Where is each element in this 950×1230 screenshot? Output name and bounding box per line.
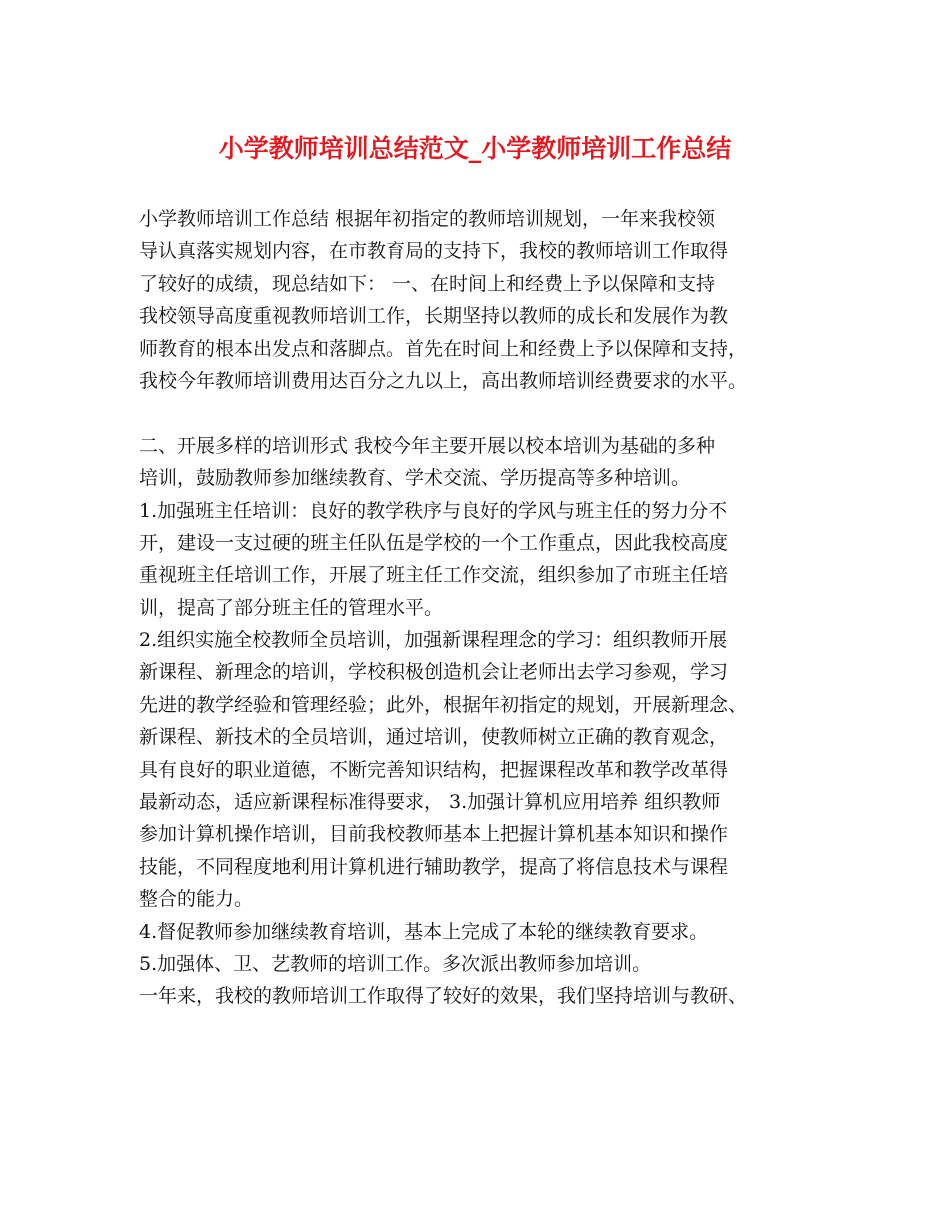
body-line: 新课程、新技术的全员培训，通过培训，使教师树立正确的教育观念， <box>139 726 729 749</box>
body-line: 重视班主任培训工作，开展了班主任工作交流，组织参加了市班主任培 <box>139 564 729 587</box>
body-line: 2.组织实施全校教师全员培训，加强新课程理念的学习：组织教师开展 <box>139 629 728 652</box>
body-line: 开，建设一支过硬的班主任队伍是学校的一个工作重点，因此我校高度 <box>139 531 729 554</box>
body-line: 训，提高了部分班主任的管理水平。 <box>139 596 444 619</box>
body-line: 最新动态，适应新课程标准得要求， 3.加强计算机应用培养 组织教师 <box>139 791 721 814</box>
body-line: 我校今年教师培训费用达百分之九以上，高出教师培训经费要求的水平。 <box>139 369 748 392</box>
body-line: 培训，鼓励教师参加继续教育、学术交流、学历提高等多种培训。 <box>139 467 691 490</box>
document-title: 小学教师培训总结范文_小学教师培训工作总结 <box>218 134 732 163</box>
body-line: 小学教师培训工作总结 根据年初指定的教师培训规划，一年来我校领 <box>139 208 716 230</box>
body-line: 师教育的根本出发点和落脚点。首先在时间上和经费上予以保障和支持， <box>139 337 748 360</box>
body-line: 先进的教学经验和管理经验；此外，根据年初指定的规划，开展新理念、 <box>139 693 748 716</box>
body-line: 二、开展多样的培训形式 我校今年主要开展以校本培训为基础的多种 <box>139 434 716 457</box>
body-line: 整合的能力。 <box>139 888 254 911</box>
document-body <box>139 203 839 1013</box>
body-line: 具有良好的职业道德，不断完善知识结构，把握课程改革和教学改革得 <box>139 758 729 781</box>
body-line: 了较好的成绩，现总结如下： 一、在时间上和经费上予以保障和支持 <box>139 272 716 295</box>
body-line: 新课程、新理念的培训，学校积极创造机会让老师出去学习参观，学习 <box>139 661 729 684</box>
body-line: 参加计算机操作培训，目前我校教师基本上把握计算机基本知识和操作 <box>139 823 729 846</box>
body-line: 1.加强班主任培训：良好的教学秩序与良好的学风与班主任的努力分不 <box>139 499 728 522</box>
body-line: 我校领导高度重视教师培训工作，长期坚持以教师的成长和发展作为教 <box>139 305 729 328</box>
body-line: 5.加强体、卫、艺教师的培训工作。多次派出教师参加培训。 <box>139 952 652 975</box>
body-line: 4.督促教师参加继续教育培训，基本上完成了本轮的继续教育要求。 <box>139 920 709 943</box>
blank-line <box>139 397 839 429</box>
body-line: 技能，不同程度地利用计算机进行辅助教学，提高了将信息技术与课程 <box>139 855 729 878</box>
body-line: 一年来，我校的教师培训工作取得了较好的效果，我们坚持培训与教研、 <box>139 985 748 1008</box>
body-line: 导认真落实规划内容，在市教育局的支持下，我校的教师培训工作取得 <box>139 240 729 263</box>
